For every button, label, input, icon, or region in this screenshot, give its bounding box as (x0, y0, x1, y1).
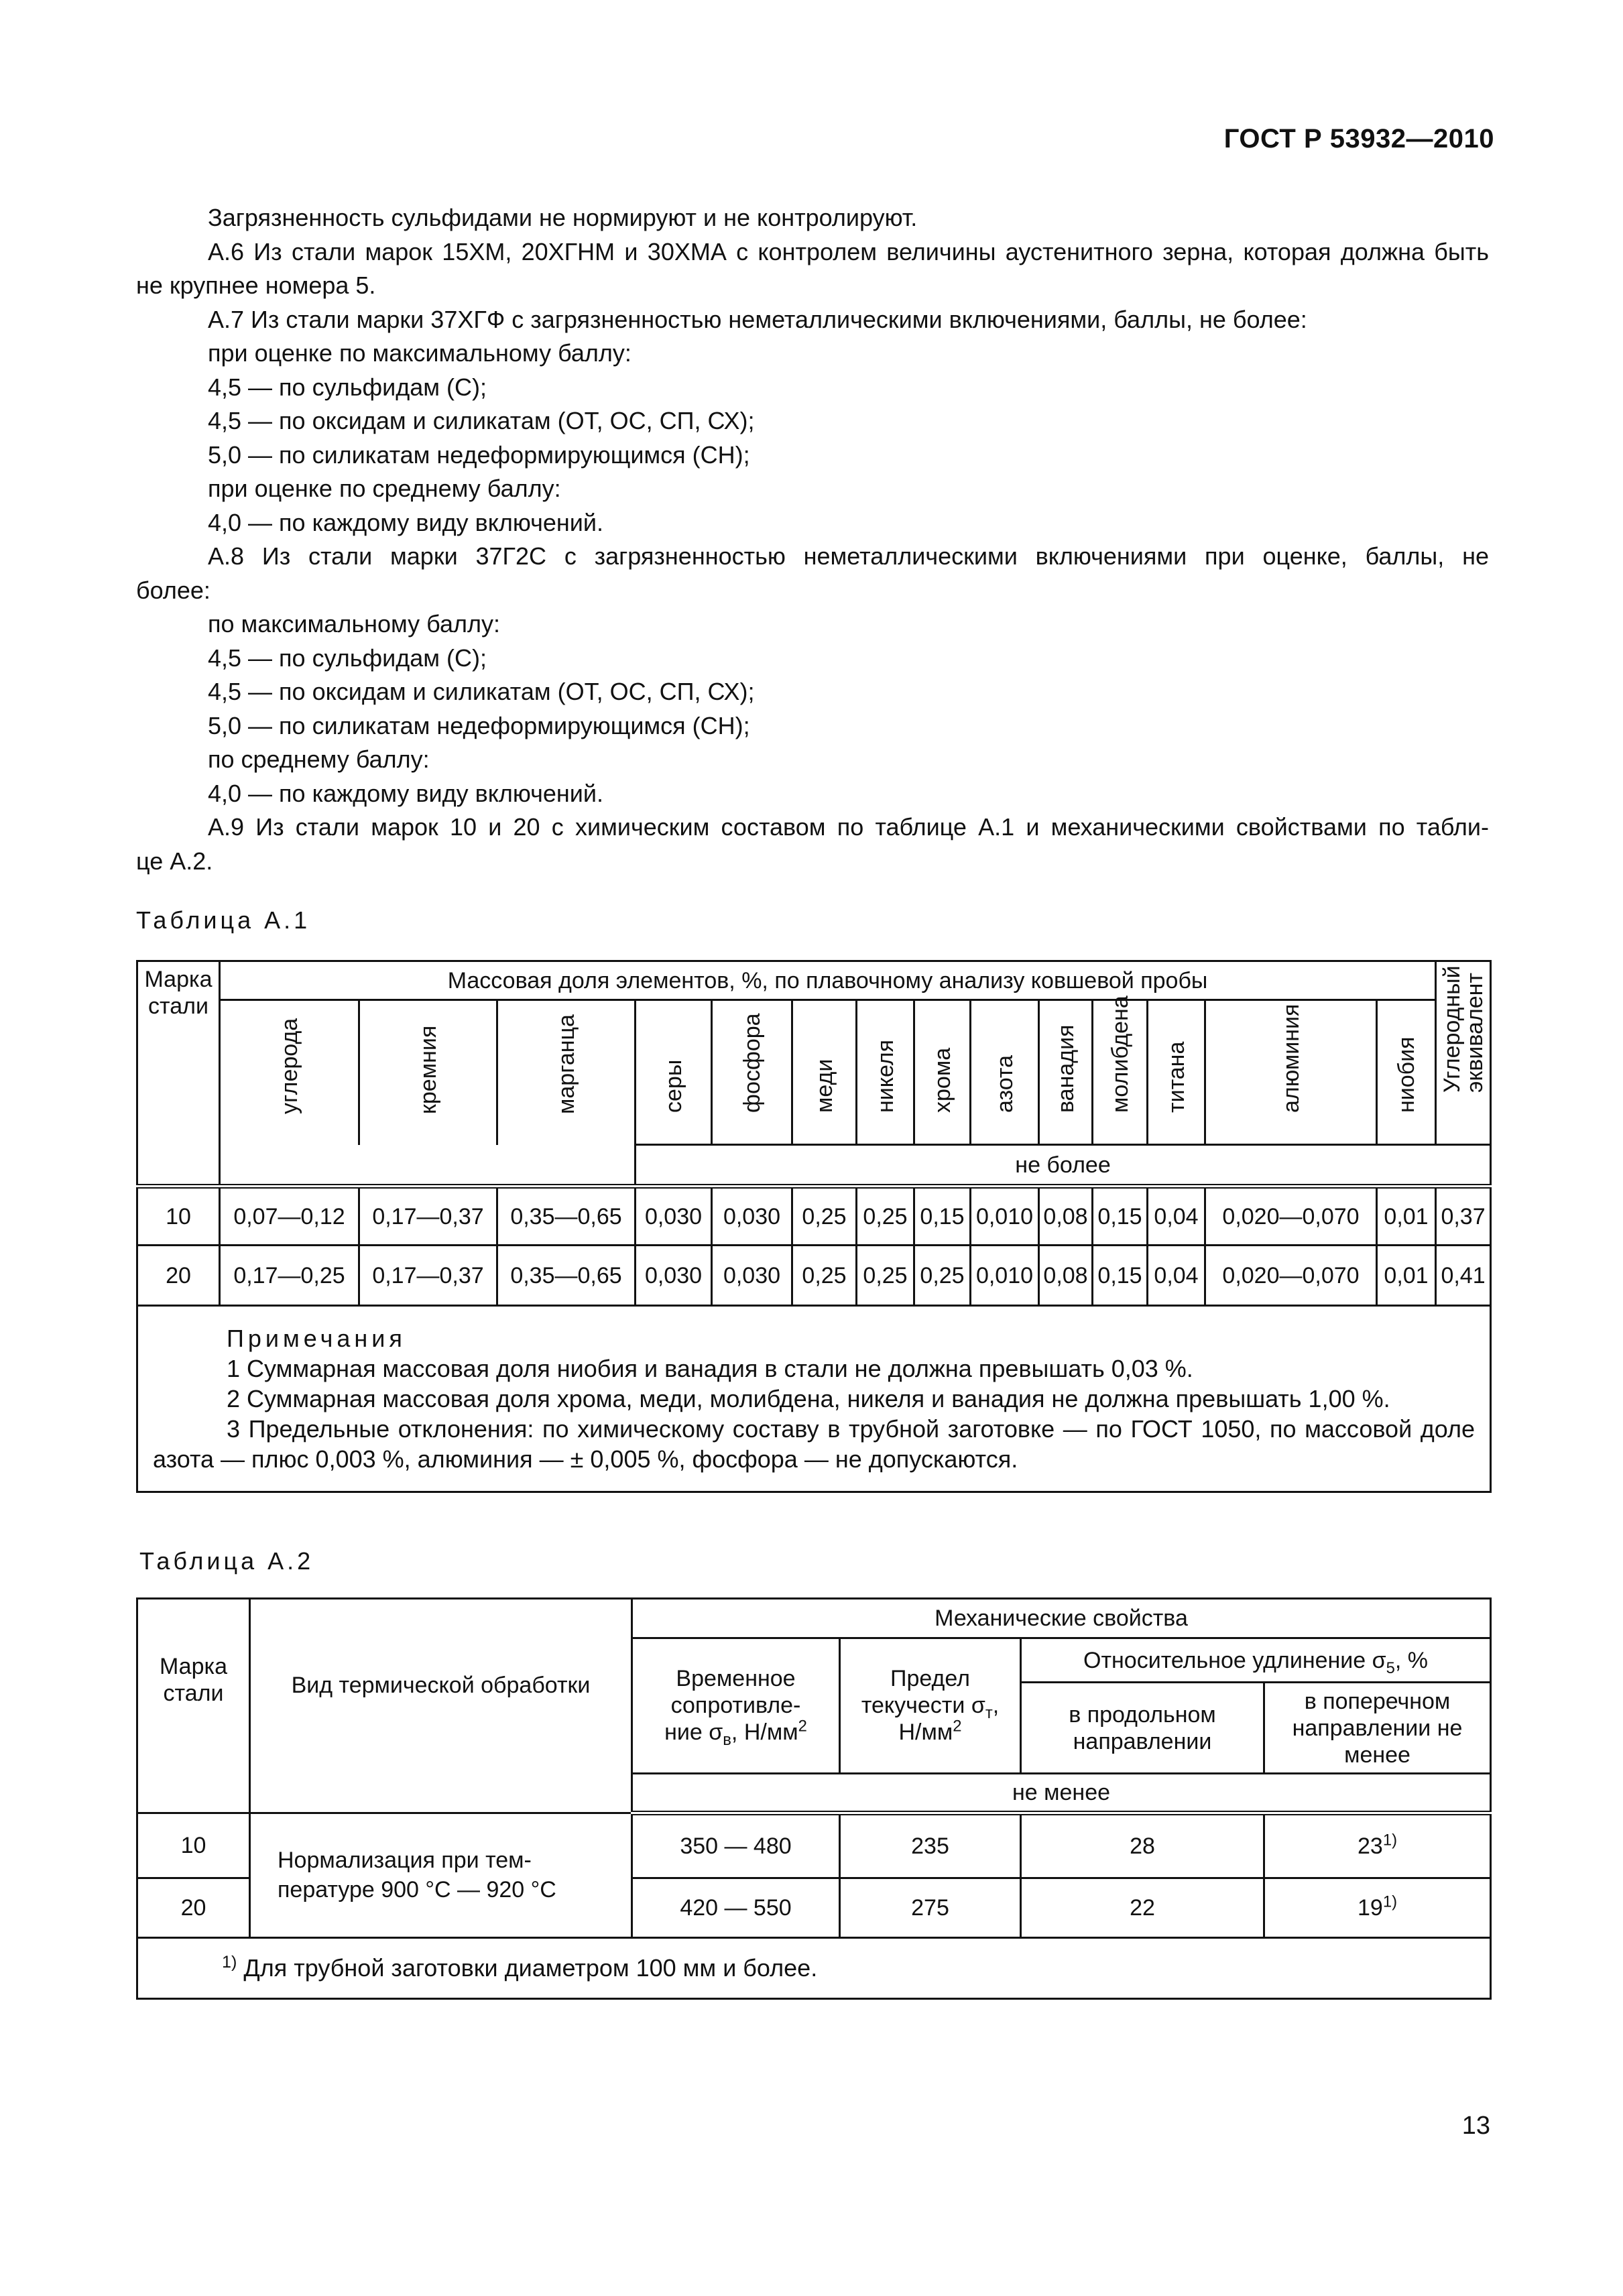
note-3: 3 Предельные отклонения: по химическому составу в трубной заготовке — по ГОСТ 1050, по массовой доле азота — плюс 0,003 %, алюминия — ± 0,005 %, фосфора — не допускаются. (153, 1415, 1476, 1473)
value-cell: 0,25 (857, 1246, 914, 1306)
col-carbon-eq: Углеродный эквивалент (1436, 961, 1491, 1145)
value-cell: 0,15 (914, 1187, 971, 1246)
element-header: титана (1148, 1000, 1205, 1145)
limit-note: не более (636, 1145, 1491, 1187)
element-header: хрома (914, 1000, 971, 1145)
col-grade-header: Марка стали (137, 961, 220, 1187)
element-header: ниобия (1377, 1000, 1436, 1145)
yield-cell: 275 (840, 1878, 1021, 1937)
paragraph: по среднему баллу: (208, 745, 430, 773)
table-a2-footnote: $^{1)}$ Для трубной заготовки диаметром 100 мм и более. (137, 1937, 1491, 1998)
element-header: азота (971, 1000, 1039, 1145)
paragraph: А.7 Из стали марки 37ХГФ с загрязненностью неметаллическими включениями, баллы, не более: (208, 305, 1307, 333)
tensile-cell: 350 — 480 (632, 1813, 840, 1878)
col-trans-header: в поперечном направлении не менее (1264, 1683, 1491, 1774)
col-yield-header: Предел текучести $\sigma_т$, $Н/мм^2$ (840, 1638, 1021, 1773)
value-cell: 0,030 (636, 1187, 712, 1246)
grade-cell: 20 (137, 1878, 250, 1937)
paragraph: Загрязненность сульфидами не нормируют и не контролируют. (208, 204, 918, 231)
paragraph: при оценке по максимальному баллу: (208, 339, 632, 367)
paragraph: более: (136, 576, 211, 604)
grade-cell: 10 (137, 1813, 250, 1878)
page-number: 13 (1461, 2112, 1490, 2140)
value-cell: 0,17—0,37 (359, 1246, 497, 1306)
paragraph: А.6 Из стали марок 15ХМ, 20ХГНМ и 30ХМА с контролем величины аустенитного зерна, которая должна быть (208, 237, 1489, 265)
table-a1-notes (137, 1306, 1491, 1492)
value-cell: 0,01 (1377, 1187, 1436, 1246)
value-cell: 0,07—0,12 (220, 1187, 359, 1246)
value-cell: 0,030 (712, 1187, 792, 1246)
element-header: ванадия (1039, 1000, 1093, 1145)
col-grade-header: Марка стали (137, 1599, 250, 1813)
paragraph: 4,0 — по каждому виду включений. (208, 508, 604, 536)
value-cell: 0,08 (1039, 1187, 1093, 1246)
element-header: серы (636, 1000, 712, 1145)
value-cell: 0,15 (1093, 1246, 1148, 1306)
value-cell: 0,35—0,65 (497, 1187, 636, 1246)
element-header: меди (792, 1000, 857, 1145)
long-cell: 28 (1021, 1813, 1264, 1878)
document-code: ГОСТ Р 53932—2010 (1223, 124, 1494, 154)
note-1: 1 Суммарная массовая доля ниобия и ванадия в стали не должна превышать 0,03 %. (227, 1355, 1193, 1382)
element-header: молибдена (1093, 1000, 1148, 1145)
table-a2-caption: Таблица А.2 (139, 1547, 314, 1575)
paragraph: 4,5 — по оксидам и силикатам (ОТ, ОС, СП, СХ); (208, 678, 755, 705)
paragraph: 4,5 — по сульфидам (С); (208, 644, 487, 672)
value-cell: 0,010 (971, 1187, 1039, 1246)
value-cell: 0,030 (712, 1246, 792, 1306)
element-header: марганца (497, 1000, 636, 1145)
body-text (136, 201, 1489, 878)
value-cell: 0,25 (792, 1187, 857, 1246)
paragraph: А.8 Из стали марки 37Г2С с загрязненностью неметаллическими включениями при оценке, баллы, не (208, 542, 1489, 570)
notes-title: Примечания (227, 1325, 406, 1352)
value-cell: 0,25 (792, 1246, 857, 1306)
paragraph: 4,5 — по оксидам и силикатам (ОТ, ОС, СП, СХ); (208, 407, 755, 434)
value-cell: 0,17—0,37 (359, 1187, 497, 1246)
note-2: 2 Суммарная массовая доля хрома, меди, молибдена, никеля и ванадия не должна превышать 1,00 %. (227, 1385, 1390, 1412)
element-header: фосфора (712, 1000, 792, 1145)
value-cell: 0,08 (1039, 1246, 1093, 1306)
paragraph: 4,0 — по каждому виду включений. (208, 779, 604, 807)
paragraph: не крупнее номера 5. (136, 271, 376, 299)
value-cell: 0,17—0,25 (220, 1246, 359, 1306)
grade-cell: 10 (137, 1187, 220, 1246)
value-cell: 0,15 (1093, 1187, 1148, 1246)
elongation-header: Относительное удлинение $\sigma_5$, % (1021, 1638, 1491, 1683)
element-header: никеля (857, 1000, 914, 1145)
value-cell: 0,020—0,070 (1205, 1187, 1377, 1246)
value-cell: 0,37 (1436, 1187, 1491, 1246)
paragraph: це А.2. (136, 847, 213, 875)
tensile-cell: 420 — 550 (632, 1878, 840, 1937)
paragraph: А.9 Из стали марок 10 и 20 с химическим составом по таблице А.1 и механическими свойствами по табли- (208, 813, 1489, 841)
value-cell: 0,25 (914, 1246, 971, 1306)
element-header: алюминия (1205, 1000, 1377, 1145)
col-treatment-header: Вид термической обработки (250, 1599, 632, 1813)
value-cell: 0,25 (857, 1187, 914, 1246)
paragraph: по максимальному баллу: (208, 610, 500, 638)
paragraph: 5,0 — по силикатам недеформирующимся (СН); (208, 440, 750, 469)
paragraph: 5,0 — по силикатам недеформирующимся (СН); (208, 711, 750, 739)
value-cell: 0,04 (1148, 1187, 1205, 1246)
yield-cell: 235 (840, 1813, 1021, 1878)
table-a1-caption: Таблица А.1 (136, 906, 311, 934)
value-cell: 0,01 (1377, 1246, 1436, 1306)
trans-cell: 19$^{1)}$ (1264, 1878, 1491, 1937)
col-tensile-header: Временное сопротивле- ние $\sigma_в$, $Н/мм^2$ (632, 1638, 840, 1773)
paragraph: при оценке по среднему баллу: (208, 475, 561, 502)
value-cell: 0,010 (971, 1246, 1039, 1306)
table-a2 (136, 1597, 1492, 2000)
value-cell: 0,020—0,070 (1205, 1246, 1377, 1306)
value-cell: 0,030 (636, 1246, 712, 1306)
trans-cell: 23$^{1)}$ (1264, 1813, 1491, 1878)
value-cell: 0,41 (1436, 1246, 1491, 1306)
limit-note: не менее (632, 1774, 1491, 1813)
mech-group-header: Механические свойства (632, 1599, 1491, 1638)
value-cell: 0,04 (1148, 1246, 1205, 1306)
grade-cell: 20 (137, 1246, 220, 1306)
element-header: углерода (220, 1000, 359, 1145)
paragraph: 4,5 — по сульфидам (С); (208, 373, 487, 401)
treatment-cell: Нормализация при тем-пературе 900 °С — 920 °С (250, 1813, 632, 1937)
value-cell: 0,35—0,65 (497, 1246, 636, 1306)
group-header: Массовая доля элементов, %, по плавочному анализу ковшевой пробы (220, 961, 1436, 1000)
element-header: кремния (359, 1000, 497, 1145)
table-a1 (136, 960, 1492, 1493)
col-long-header: в продольном направлении (1021, 1683, 1264, 1774)
long-cell: 22 (1021, 1878, 1264, 1937)
